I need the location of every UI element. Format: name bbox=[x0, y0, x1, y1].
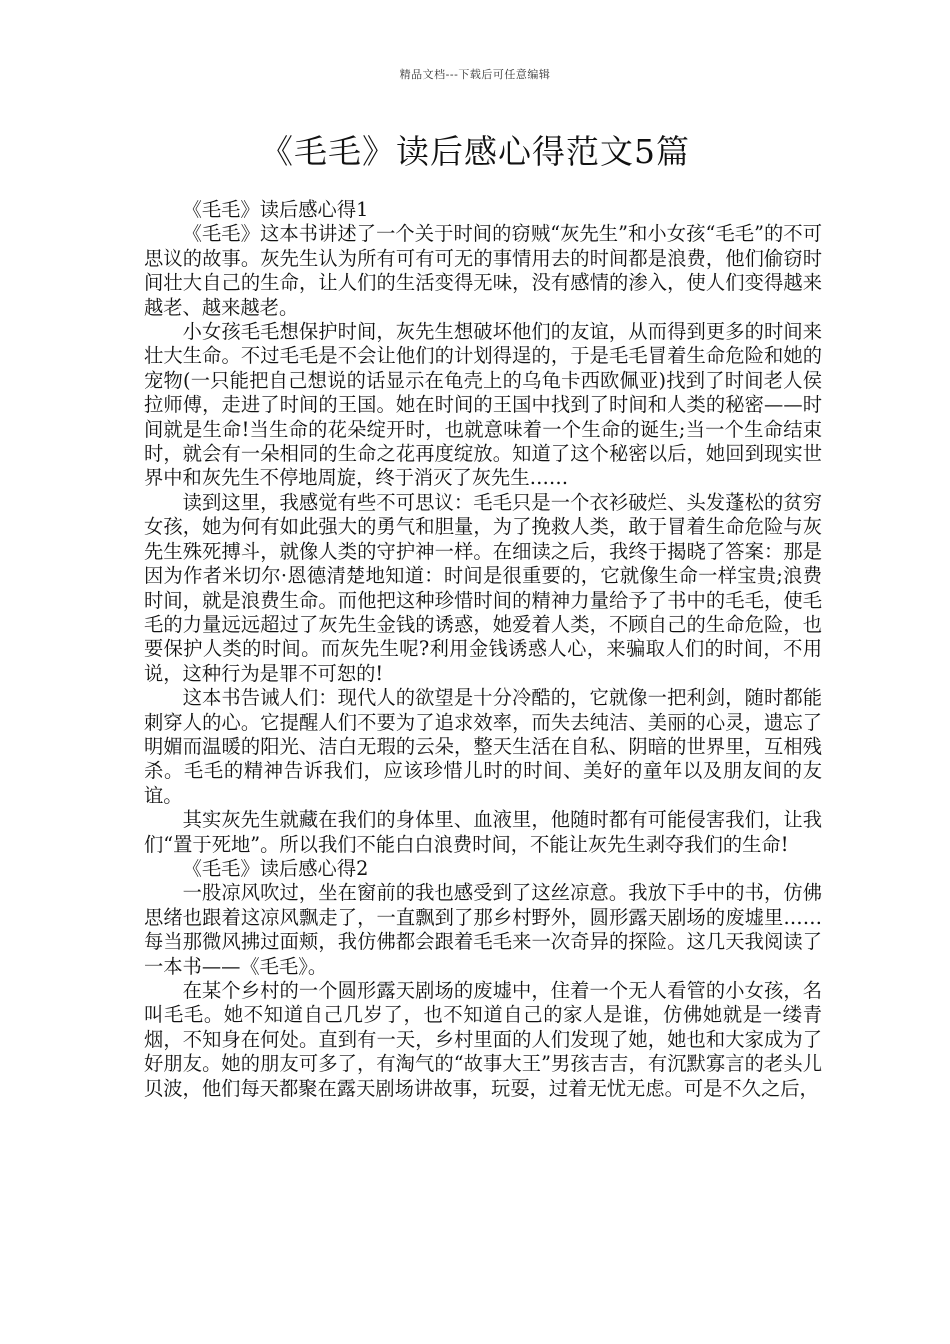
document-title: 《毛毛》读后感心得范文5篇 bbox=[260, 132, 690, 171]
paragraph: 《毛毛》这本书讲述了一个关于时间的窃贼“灰先生”和小女孩“毛毛”的不可思议的故事。灰先生认为所有可有可无的事情用去的时间都是浪费，他们偷窃时间壮大自己的生命，让人们的生活变得无味，没有感情的渗入，使人们变得越来越老、越来越老。 bbox=[144, 222, 822, 319]
paragraph: 在某个乡村的一个圆形露天剧场的废墟中，住着一个无人看管的小女孩，名叫毛毛。她不知道自己几岁了，也不知道自己的家人是谁，仿佛她就是一缕青烟，不知身在何处。直到有一天，乡村里面的人们发现了她，她也和大家成为了好朋友。她的朋友可多了，有淘气的“故事大王”男孩吉吉，有沉默寡言的老头儿贝波，他们每天都聚在露天剧场讲故事，玩耍，过着无忧无虑。可是不久之后， bbox=[144, 979, 822, 1100]
paragraph: 小女孩毛毛想保护时间，灰先生想破坏他们的友谊，从而得到更多的时间来壮大生命。不过毛毛是不会让他们的计划得逞的，于是毛毛冒着生命危险和她的宠物(一只能把自己想说的话显示在龟壳上的乌龟卡西欧佩亚)找到了时间老人侯拉师傅，走进了时间的王国。她在时间的王国中找到了时间和人类的秘密——时间就是生命!当生命的花朵绽开时，也就意味着一个生命的诞生;当一个生命结束时，就会有一朵相同的生命之花再度绽放。知道了这个秘密以后，她回到现实世界中和灰先生不停地周旋，终于消灭了灰先生…… bbox=[144, 320, 822, 490]
paragraph: 读到这里，我感觉有些不可思议：毛毛只是一个衣衫破烂、头发蓬松的贫穷女孩，她为何有如此强大的勇气和胆量，为了挽救人类，敢于冒着生命危险与灰先生殊死搏斗，就像人类的守护神一样。在细读之后，我终于揭晓了答案：那是因为作者米切尔·恩德清楚地知道：时间是很重要的，它就像生命一样宝贵;浪费时间，就是浪费生命。而他把这种珍惜时间的精神力量给予了书中的毛毛，使毛毛的力量远远超过了灰先生金钱的诱惑，她爱着人类，不顾自己的生命危险，也要保护人类的时间。而灰先生呢?利用金钱诱惑人心，来骗取人们的时间，不用说，这种行为是罪不可恕的! bbox=[144, 490, 822, 685]
document-body bbox=[144, 198, 822, 1101]
paragraph: 一股凉风吹过，坐在窗前的我也感受到了这丝凉意。我放下手中的书，仿佛思绪也跟着这凉风飘走了，一直飘到了那乡村野外，圆形露天剧场的废墟里……每当那微风拂过面颊，我仿佛都会跟着毛毛来一次奇异的探险。这几天我阅读了一本书——《毛毛》。 bbox=[144, 881, 822, 978]
header-note: 精品文档---下载后可任意编辑 bbox=[399, 68, 551, 81]
paragraph: 其实灰先生就藏在我们的身体里、血液里，他随时都有可能侵害我们，让我们“置于死地”。所以我们不能白白浪费时间，不能让灰先生剥夺我们的生命! bbox=[144, 808, 822, 856]
section-heading-1: 《毛毛》读后感心得1 bbox=[182, 198, 369, 221]
paragraph: 这本书告诫人们：现代人的欲望是十分冷酷的，它就像一把利剑，随时都能刺穿人的心。它提醒人们不要为了追求效率，而失去纯洁、美丽的心灵，遗忘了明媚而温暖的阳光、洁白无瑕的云朵，整天生活在自私、阴暗的世界里，互相残杀。毛毛的精神告诉我们，应该珍惜儿时的时间、美好的童年以及朋友间的友谊。 bbox=[144, 686, 822, 807]
section-heading-2: 《毛毛》读后感心得2 bbox=[182, 856, 369, 880]
